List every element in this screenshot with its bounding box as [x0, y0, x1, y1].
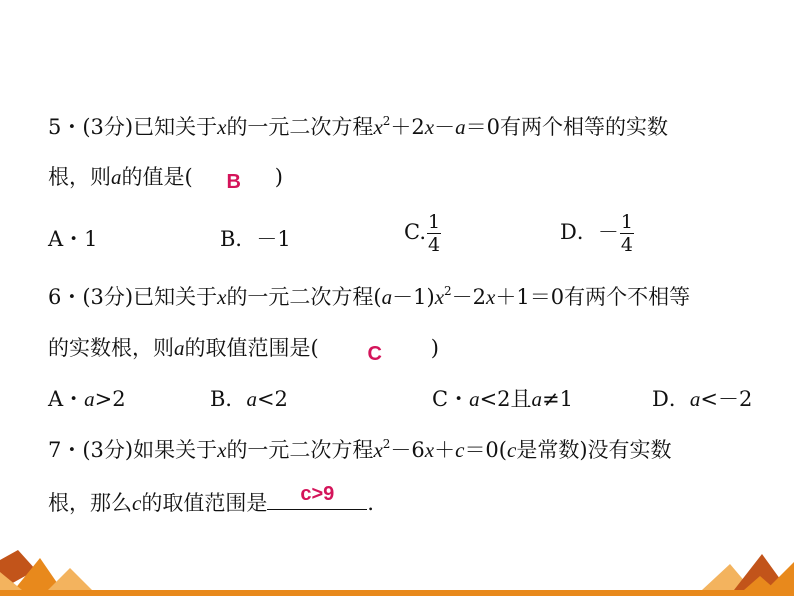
decorative-footer-band [0, 550, 794, 596]
footer-left-triangle-3 [48, 568, 92, 590]
q7-answer-blank [267, 483, 367, 510]
q5-line1: 5・(3分)已知关于x的一元二次方程$x^2+2x-a=0$有两个相等的实数 [48, 114, 668, 139]
q5-option-d-fraction: $\frac{1}{4}$ [620, 211, 633, 256]
footer-bottom-strip [0, 590, 794, 596]
q6-option-c: C・a<2且a≠1 [432, 387, 574, 411]
q6-option-d: D．a<－2 [652, 387, 753, 411]
q5-line2: 根，则a的值是( B ) [48, 162, 283, 192]
q6-answer: C [367, 343, 382, 365]
q7-line1: 7・(3分)如果关于x的一元二次方程$x^2-6x+c=0(c$是常数)没有实数 [48, 437, 672, 462]
q5-option-b: B．－1 [220, 227, 291, 251]
q5-option-d: D．－ $\frac{1}{4}$ [560, 211, 633, 256]
q6-line1: 6・(3分)已知关于x的一元二次方程$(a-1)x^2-2x+1=0$有两个不相等 [48, 284, 691, 309]
q5-option-c-fraction: $\frac{1}{4}$ [428, 211, 441, 256]
q7-line2: 根，那么c的取值范围是 c>9 ． [48, 487, 388, 517]
q5-option-c: C. $\frac{1}{4}$ [404, 211, 441, 256]
q7-answer: c>9 [300, 483, 335, 505]
q6-option-a: A・a>2 [48, 387, 126, 411]
q5-option-a: A・1 [48, 227, 98, 251]
q6-option-b: B．a<2 [210, 387, 288, 411]
q5-answer: B [226, 171, 241, 193]
q6-line2: 的实数根，则a的取值范围是( C ) [48, 333, 439, 363]
